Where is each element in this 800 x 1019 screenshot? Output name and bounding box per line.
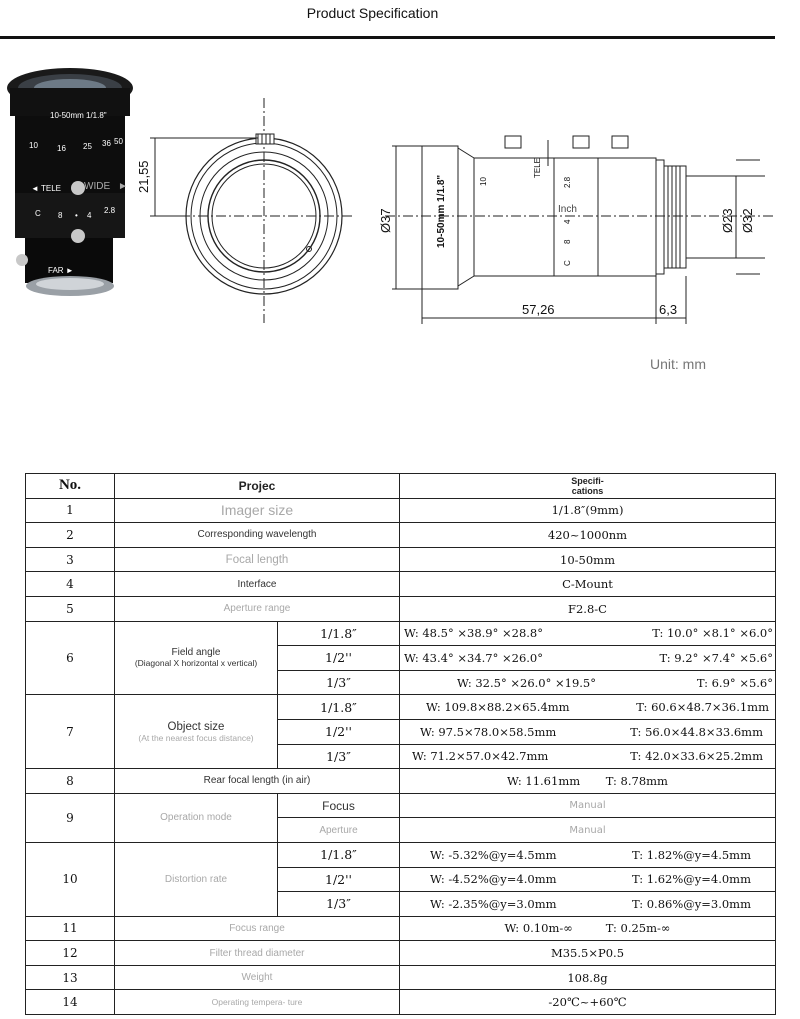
format-cell: 1/3″ [278, 892, 400, 917]
table-row [26, 596, 776, 621]
row-name: Focus range [115, 916, 400, 941]
row-number: 6 [26, 621, 115, 695]
row-value: F2.8-C [400, 596, 776, 621]
front-view [150, 98, 352, 323]
tele-value: T: 10.0° ×8.1° ×6.0° [652, 626, 773, 641]
row-value: Manual [400, 818, 776, 843]
format-cell: 1/1.8″ [278, 621, 400, 646]
row-name: Aperture range [115, 596, 400, 621]
row-name-sub: (At the nearest focus distance) [138, 732, 254, 743]
side-aperture-mark: 4 [563, 219, 572, 224]
table-row [26, 547, 776, 572]
row-name [115, 621, 278, 695]
table-row [26, 572, 776, 597]
format-cell: 1/1.8″ [278, 695, 400, 720]
wide-value: W: 11.61mm [507, 773, 581, 788]
row-name [115, 695, 278, 769]
inch-label: Inch [558, 204, 577, 215]
tele-value: T: 1.62%@y=4.0mm [631, 872, 751, 887]
lens-photo [7, 68, 133, 296]
row-name-sub: (Diagonal X horizontal x vertical) [134, 658, 258, 669]
row-value: C-Mount [400, 572, 776, 597]
dimension-length: 57,26 [522, 302, 555, 317]
row-name: Focal length [115, 547, 400, 572]
header-project: Projec [115, 474, 400, 499]
row-value [400, 695, 776, 720]
row-name: Corresponding wavelength [115, 523, 400, 548]
row-name [115, 990, 400, 1015]
row-name: Interface [115, 572, 400, 597]
format-cell: 1/3″ [278, 670, 400, 695]
dimension-inner-diameter: Ø23 [720, 208, 735, 233]
row-value [400, 842, 776, 867]
format-cell: 1/1.8″ [278, 842, 400, 867]
row-name-main: Field angle [171, 647, 221, 659]
row-number: 1 [26, 498, 115, 523]
side-focal-mark: 10 [479, 177, 488, 186]
header-spec [400, 474, 776, 499]
wide-label: WIDE [84, 181, 111, 192]
tele-value: T: 42.0×33.6×25.2mm [630, 749, 763, 764]
row-number: 7 [26, 695, 115, 769]
row-name: Rear focal length (in air) [115, 769, 400, 794]
row-number: 3 [26, 547, 115, 572]
row-name: Operation mode [115, 793, 278, 842]
side-tele-mark: TELE [533, 157, 542, 178]
aperture-mark: 2.8 [104, 206, 116, 215]
focal-mark: 36 [102, 139, 111, 148]
table-row [26, 916, 776, 941]
format-cell: 1/3″ [278, 744, 400, 769]
side-aperture-mark: C [563, 260, 572, 266]
row-number: 12 [26, 941, 115, 966]
row-name-text: Operating tempera- ture [211, 996, 303, 1007]
dimension-flange: 6,3 [659, 302, 678, 317]
page-title: Product Specification [306, 5, 439, 21]
wide-value: W: 97.5×78.0×58.5mm [420, 724, 557, 739]
table-row [26, 498, 776, 523]
side-aperture-mark: 2.8 [563, 176, 572, 188]
table-row [26, 695, 776, 720]
row-value: 108.8g [400, 965, 776, 990]
row-number: 2 [26, 523, 115, 548]
side-lens-text: 10-50mm 1/1.8" [436, 174, 447, 248]
focal-mark: 16 [57, 144, 66, 153]
wide-value: W: -4.52%@y=4.0mm [430, 872, 557, 887]
tele-value: T: 0.86%@y=3.0mm [631, 896, 751, 911]
row-name: Filter thread diameter [115, 941, 400, 966]
dimension-outer-diameter: Ø37 [378, 208, 393, 233]
wide-value: W: 48.5° ×38.9° ×28.8° [404, 626, 543, 641]
row-number: 5 [26, 596, 115, 621]
wide-value: W: 0.10m-∞ [504, 921, 573, 936]
mode-label: Aperture [278, 818, 400, 843]
format-cell: 1/2'' [278, 646, 400, 671]
aperture-mark: C [35, 209, 41, 218]
table-row [26, 793, 776, 818]
row-number: 13 [26, 965, 115, 990]
row-number: 8 [26, 769, 115, 794]
unit-label: Unit: mm [650, 356, 706, 372]
row-number: 14 [26, 990, 115, 1015]
tele-value: T: 1.82%@y=4.5mm [631, 847, 751, 862]
table-row [26, 990, 776, 1015]
header-spec-text: Specifi- cations [571, 475, 604, 496]
wide-value: W: -2.35%@y=3.0mm [430, 896, 557, 911]
wide-value: W: 71.2×57.0×42.7mm [412, 749, 549, 764]
row-value [400, 719, 776, 744]
tele-value: T: 0.25m-∞ [605, 921, 671, 936]
row-number: 4 [26, 572, 115, 597]
wide-value: W: 109.8×88.2×65.4mm [426, 700, 570, 715]
side-aperture-mark: 8 [563, 239, 572, 244]
header-no: No. [26, 474, 115, 499]
table-row [26, 965, 776, 990]
row-value: 420~1000nm [400, 523, 776, 548]
row-name: Distortion rate [115, 842, 278, 916]
row-value: 1/1.8″(9mm) [400, 498, 776, 523]
tele-value: T: 56.0×44.8×33.6mm [630, 724, 763, 739]
row-value: -20℃~+60℃ [400, 990, 776, 1015]
wide-value: W: 43.4° ×34.7° ×26.0° [404, 650, 543, 665]
row-number: 11 [26, 916, 115, 941]
row-value [400, 646, 776, 671]
far-label: FAR ► [48, 266, 74, 275]
row-value [400, 892, 776, 917]
row-value: 10-50mm [400, 547, 776, 572]
mode-label: Focus [278, 793, 400, 818]
row-value: M35.5×P0.5 [400, 941, 776, 966]
row-name-main: Object size [167, 720, 225, 733]
tele-value: T: 8.78mm [605, 773, 668, 788]
aperture-mark: 4 [87, 211, 92, 220]
wide-suffix: ► [118, 181, 128, 192]
tele-value: T: 9.2° ×7.4° ×5.6° [659, 650, 773, 665]
dimension-thread-diameter: Ø32 [740, 208, 755, 233]
lens-technical-drawing [0, 48, 800, 378]
header-divider [0, 36, 775, 39]
row-number: 10 [26, 842, 115, 916]
row-name: Imager size [115, 498, 400, 523]
lens-model-text: 10-50mm 1/1.8" [50, 111, 107, 120]
row-value: Manual [400, 793, 776, 818]
format-cell: 1/2'' [278, 719, 400, 744]
row-number: 9 [26, 793, 115, 842]
wide-value: W: -5.32%@y=4.5mm [430, 847, 557, 862]
table-row [26, 523, 776, 548]
row-value [400, 670, 776, 695]
wide-value: W: 32.5° ×26.0° ×19.5° [457, 675, 596, 690]
row-value [400, 744, 776, 769]
dimension-height: 21,55 [136, 160, 151, 193]
row-value [400, 867, 776, 892]
row-value [400, 769, 776, 794]
focal-mark: 10 [29, 141, 38, 150]
table-header-row [26, 474, 776, 499]
table-row [26, 842, 776, 867]
focal-mark: 50 [114, 137, 123, 146]
table-row [26, 769, 776, 794]
aperture-mark: 8 [58, 211, 63, 220]
row-value [400, 621, 776, 646]
row-name: Weight [115, 965, 400, 990]
focal-mark: 25 [83, 142, 92, 151]
table-row [26, 621, 776, 646]
table-row [26, 941, 776, 966]
tele-label: ◄ TELE [31, 184, 62, 193]
format-cell: 1/2'' [278, 867, 400, 892]
row-value [400, 916, 776, 941]
aperture-mark: • [75, 211, 78, 220]
tele-value: T: 6.9° ×5.6° [696, 675, 773, 690]
spec-table [25, 473, 776, 1015]
tele-value: T: 60.6×48.7×36.1mm [636, 700, 769, 715]
